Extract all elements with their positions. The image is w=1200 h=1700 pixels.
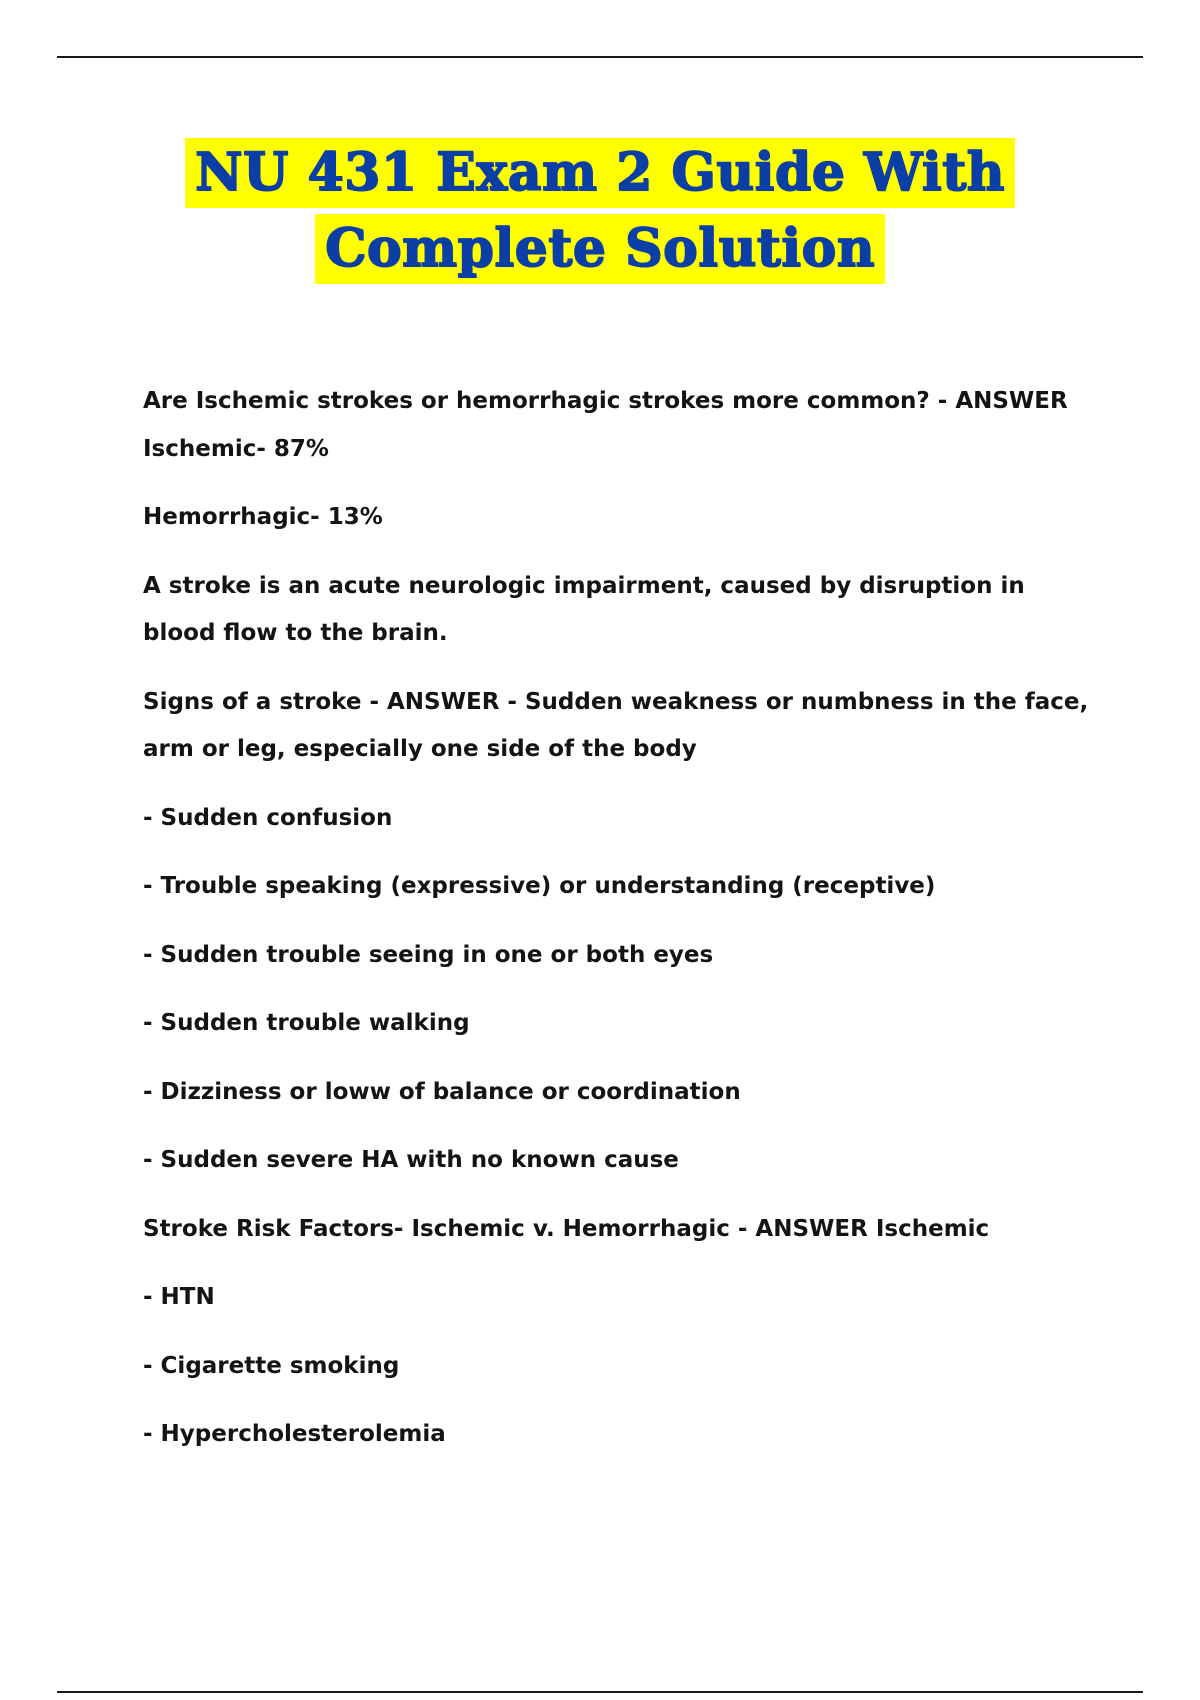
list-item: - HTN bbox=[143, 1284, 215, 1310]
title-line-2: Complete Solution bbox=[315, 214, 885, 284]
list-item: - Sudden trouble walking bbox=[143, 1010, 470, 1036]
list-item: - Dizziness or loww of balance or coordination bbox=[143, 1078, 741, 1105]
paragraph-stroke-type-question: Are Ischemic strokes or hemorrhagic strokes more common? - ANSWER Ischemic- 87% bbox=[143, 388, 1068, 462]
document-body bbox=[143, 378, 1103, 1459]
paragraph-hemorrhagic-percent: Hemorrhagic- 13% bbox=[143, 504, 383, 530]
paragraph-stroke-definition: A stroke is an acute neurologic impairment, caused by disruption in blood flow to the brain. bbox=[143, 572, 1025, 646]
paragraph-signs-question: Signs of a stroke - ANSWER - Sudden weakness or numbness in the face, arm or leg, especially one side of the body bbox=[143, 688, 1089, 762]
list-item: - Sudden confusion bbox=[143, 804, 393, 831]
title-line-1: NU 431 Exam 2 Guide With bbox=[185, 138, 1015, 208]
list-item: - Trouble speaking (expressive) or understanding (receptive) bbox=[143, 873, 936, 899]
header-rule bbox=[57, 56, 1143, 58]
footer-rule bbox=[57, 1691, 1143, 1693]
document-title bbox=[0, 138, 1200, 284]
list-item: - Hypercholesterolemia bbox=[143, 1421, 446, 1447]
paragraph-risk-factors-question: Stroke Risk Factors- Ischemic v. Hemorrhagic - ANSWER Ischemic bbox=[143, 1215, 990, 1242]
list-item: - Sudden trouble seeing in one or both eyes bbox=[143, 941, 714, 968]
list-item: - Sudden severe HA with no known cause bbox=[143, 1147, 679, 1173]
list-item: - Cigarette smoking bbox=[143, 1352, 400, 1379]
